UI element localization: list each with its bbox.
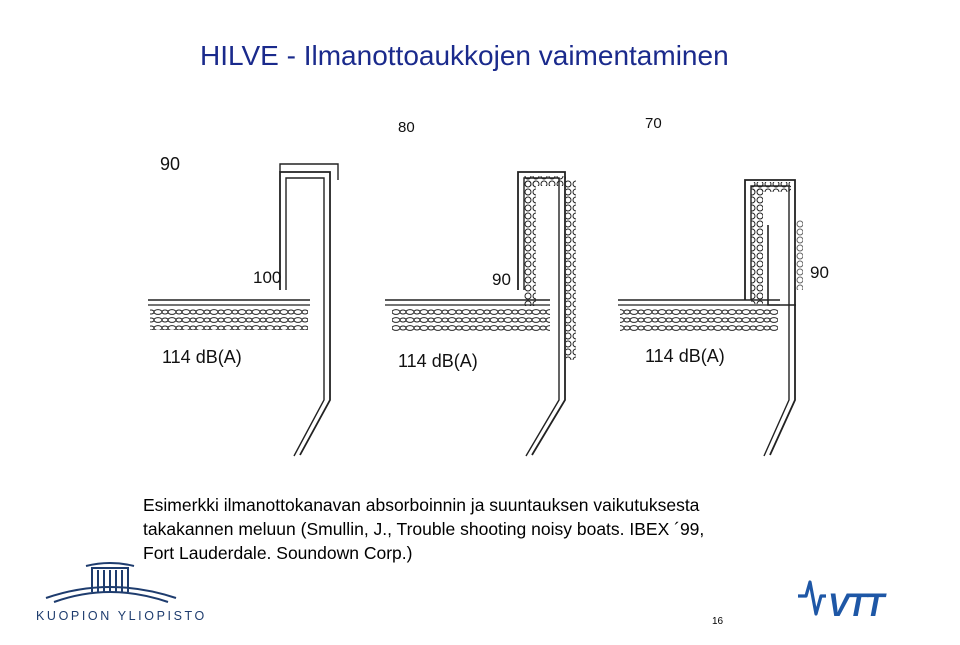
absorber-layer [620, 308, 778, 332]
absorber-lining [524, 176, 536, 306]
level-label-2: 114 dB(A) [398, 351, 478, 371]
vtt-logo-icon [796, 574, 920, 622]
label-80-top: 80 [398, 119, 415, 136]
slide-title: HILVE - Ilmanottoaukkojen vaimentaminen [200, 40, 729, 71]
absorber-lining [751, 184, 763, 304]
caption-line-3: Fort Lauderdale. Soundown Corp.) [143, 543, 413, 563]
label-90-inner: 90 [492, 270, 511, 289]
page-number: 16 [712, 616, 724, 627]
label-90-left: 90 [160, 154, 181, 174]
label-70-top: 70 [645, 115, 662, 132]
panel-2 [385, 172, 576, 456]
caption-line-1: Esimerkki ilmanottokanavan absorboinnin ja suuntauksen vaikutuksesta [143, 495, 700, 515]
figure-caption [143, 493, 823, 565]
duct-absorption-figure [140, 100, 860, 470]
label-90-right: 90 [810, 263, 829, 282]
panel-1 [148, 164, 338, 456]
level-label-1: 114 dB(A) [162, 347, 242, 367]
caption-line-2: takakannen meluun (Smullin, J., Trouble shooting noisy boats. IBEX ´99, [143, 519, 705, 539]
university-name: KUOPION YLIOPISTO [36, 609, 207, 623]
label-100-inner: 100 [253, 268, 282, 287]
absorber-layer [150, 308, 308, 330]
level-label-3: 114 dB(A) [645, 346, 725, 366]
panel-3 [618, 180, 803, 456]
vtt-logo-text: VTT [828, 587, 883, 622]
absorber-layer [392, 308, 550, 332]
